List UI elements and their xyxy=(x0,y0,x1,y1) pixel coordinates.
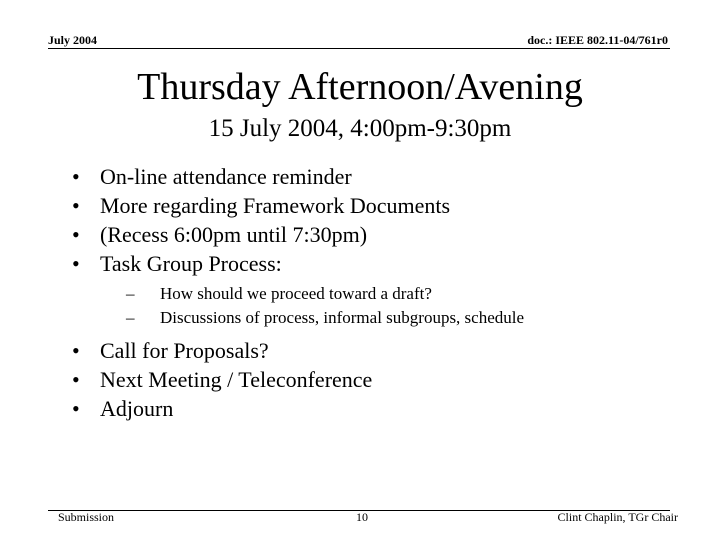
sub-bullet-text: How should we proceed toward a draft? xyxy=(160,284,432,303)
bullet-dot-icon: • xyxy=(72,367,80,392)
bullet-text: Task Group Process: xyxy=(100,251,282,276)
header-doc-id: doc.: IEEE 802.11-04/761r0 xyxy=(527,33,668,47)
bullet-dot-icon: • xyxy=(72,338,80,363)
dash-icon: – xyxy=(126,308,135,327)
bullet-text: Call for Proposals? xyxy=(100,338,269,363)
slide-subtitle: 15 July 2004, 4:00pm-9:30pm xyxy=(208,115,512,142)
bullet-item xyxy=(72,220,524,249)
bullet-text: On-line attendance reminder xyxy=(100,164,352,189)
footer-author: Clint Chaplin, TGr Chair xyxy=(557,510,678,524)
sub-bullet-item xyxy=(100,282,524,306)
dash-icon: – xyxy=(126,284,135,303)
sub-bullet-item xyxy=(100,306,524,330)
bullet-dot-icon: • xyxy=(72,396,80,421)
bullet-item xyxy=(72,394,524,423)
bullet-dot-icon: • xyxy=(72,251,80,276)
bullet-item xyxy=(72,191,524,220)
bullet-dot-icon: • xyxy=(72,222,80,247)
bullet-text: Adjourn xyxy=(100,396,174,421)
bullet-item xyxy=(72,365,524,394)
bullet-item xyxy=(72,336,524,365)
bullet-item xyxy=(72,162,524,191)
header-divider xyxy=(48,48,670,49)
bullet-text: (Recess 6:00pm until 7:30pm) xyxy=(100,222,368,247)
bullet-list xyxy=(72,162,524,423)
header-date: July 2004 xyxy=(48,33,98,47)
bullet-dot-icon: • xyxy=(72,193,80,218)
bullet-item xyxy=(72,249,524,330)
sub-bullet-list xyxy=(100,282,524,330)
bullet-text: More regarding Framework Documents xyxy=(100,193,451,218)
sub-bullet-text: Discussions of process, informal subgroups, schedule xyxy=(160,308,525,327)
page-number: 10 xyxy=(356,510,368,524)
footer-submission: Submission xyxy=(58,510,115,524)
bullet-dot-icon: • xyxy=(72,164,80,189)
slide-title: Thursday Afternoon/Avening xyxy=(137,66,583,108)
bullet-text: Next Meeting / Teleconference xyxy=(100,367,373,392)
